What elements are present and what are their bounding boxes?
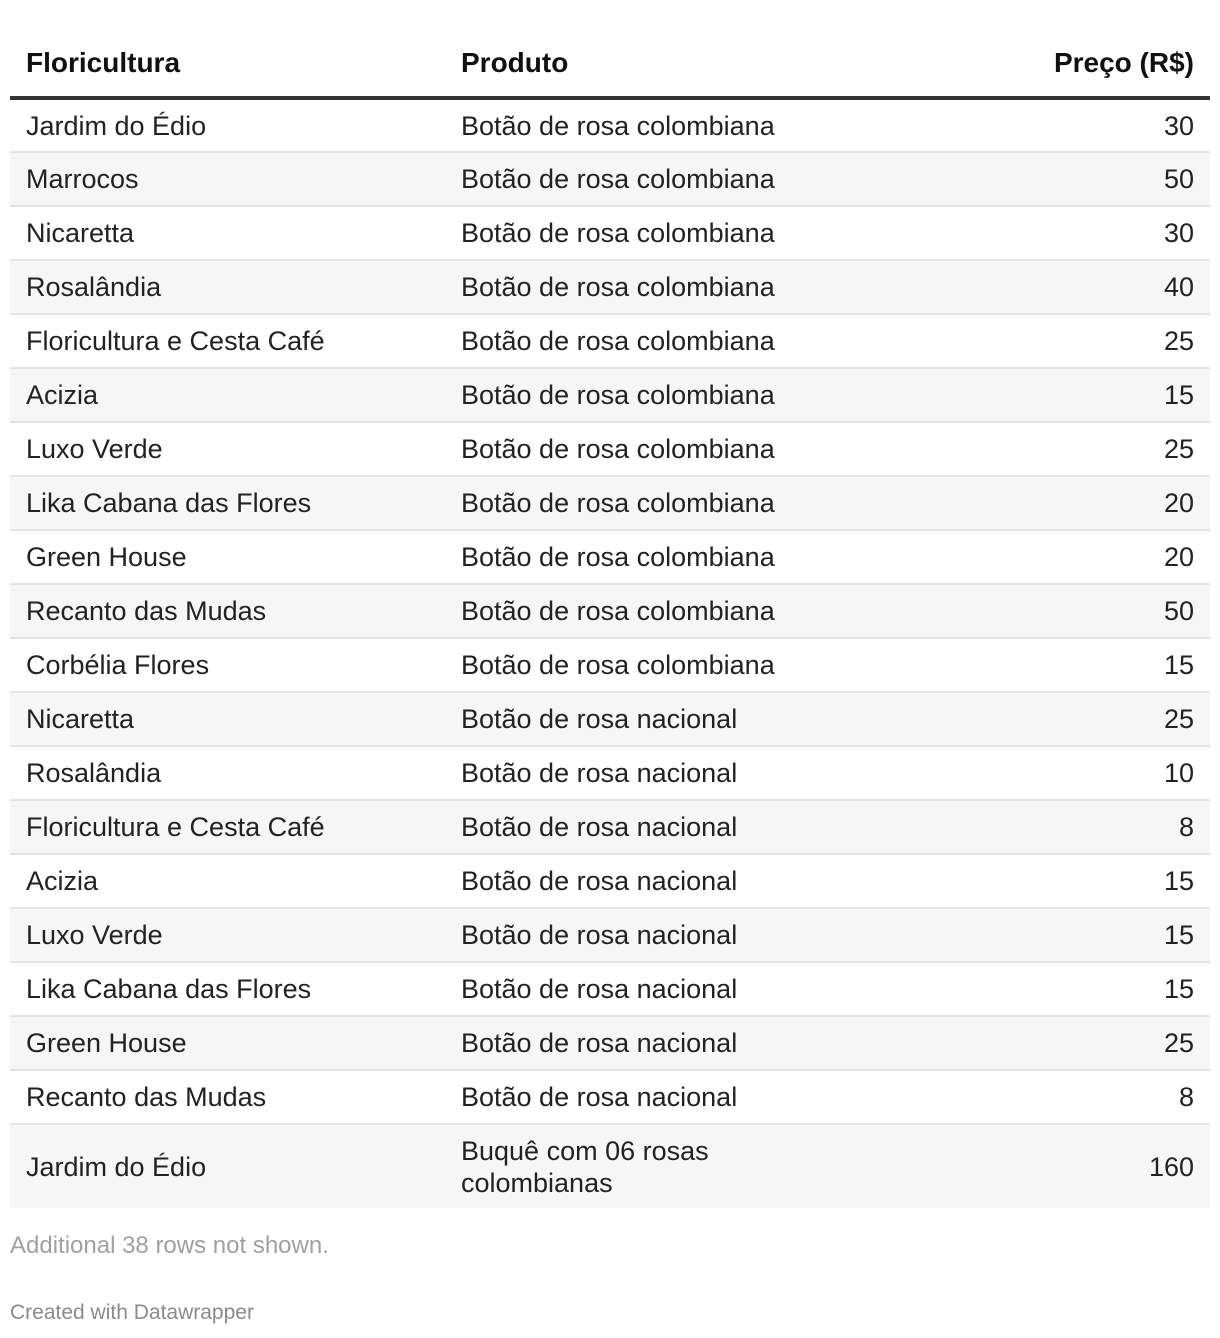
cell-floricultura: Luxo Verde (10, 908, 445, 962)
table-row (10, 1016, 1210, 1070)
cell-produto: Botão de rosa colombiana (445, 368, 880, 422)
cell-floricultura: Floricultura e Cesta Café (10, 800, 445, 854)
table-row (10, 908, 1210, 962)
table-row (10, 368, 1210, 422)
table-row (10, 98, 1210, 152)
cell-produto: Botão de rosa nacional (445, 692, 880, 746)
cell-floricultura: Nicaretta (10, 206, 445, 260)
cell-floricultura: Luxo Verde (10, 422, 445, 476)
cell-floricultura: Recanto das Mudas (10, 584, 445, 638)
cell-preco: 10 (880, 746, 1210, 800)
cell-produto: Botão de rosa colombiana (445, 260, 880, 314)
table-notes: Additional 38 rows not shown. (10, 1232, 329, 1259)
cell-produto: Botão de rosa colombiana (445, 98, 880, 152)
cell-produto: Botão de rosa colombiana (445, 206, 880, 260)
cell-preco: 20 (880, 476, 1210, 530)
table-row (10, 422, 1210, 476)
cell-produto: Botão de rosa nacional (445, 908, 880, 962)
cell-produto: Botão de rosa nacional (445, 1070, 880, 1124)
table-row (10, 638, 1210, 692)
table-row (10, 476, 1210, 530)
cell-produto: Botão de rosa colombiana (445, 530, 880, 584)
table-body (10, 98, 1210, 1208)
cell-preco: 40 (880, 260, 1210, 314)
cell-preco: 25 (880, 422, 1210, 476)
table-row (10, 800, 1210, 854)
table-row (10, 530, 1210, 584)
table-row (10, 314, 1210, 368)
column-header-floricultura[interactable]: Floricultura (10, 0, 445, 98)
cell-preco: 15 (880, 638, 1210, 692)
cell-floricultura: Green House (10, 530, 445, 584)
cell-produto: Botão de rosa colombiana (445, 584, 880, 638)
table-row (10, 962, 1210, 1016)
table-container (10, 0, 1210, 1208)
cell-produto: Botão de rosa nacional (445, 962, 880, 1016)
cell-floricultura: Rosalândia (10, 260, 445, 314)
table-header-row (10, 0, 1210, 98)
cell-produto: Botão de rosa colombiana (445, 638, 880, 692)
table-row (10, 260, 1210, 314)
price-table (10, 0, 1210, 1208)
cell-preco: 15 (880, 908, 1210, 962)
cell-floricultura: Jardim do Édio (10, 98, 445, 152)
cell-floricultura: Floricultura e Cesta Café (10, 314, 445, 368)
cell-preco: 50 (880, 152, 1210, 206)
cell-produto: Buquê com 06 rosas colombianas (445, 1124, 880, 1208)
cell-preco: 25 (880, 1016, 1210, 1070)
cell-preco: 20 (880, 530, 1210, 584)
cell-preco: 50 (880, 584, 1210, 638)
cell-floricultura: Lika Cabana das Flores (10, 476, 445, 530)
cell-preco: 30 (880, 206, 1210, 260)
datawrapper-credit: Created with Datawrapper (10, 1301, 254, 1324)
cell-floricultura: Nicaretta (10, 692, 445, 746)
cell-preco: 25 (880, 692, 1210, 746)
cell-preco: 15 (880, 962, 1210, 1016)
cell-preco: 30 (880, 98, 1210, 152)
table-row (10, 692, 1210, 746)
cell-produto: Botão de rosa nacional (445, 746, 880, 800)
cell-floricultura: Lika Cabana das Flores (10, 962, 445, 1016)
table-row (10, 1124, 1210, 1208)
cell-produto: Botão de rosa colombiana (445, 476, 880, 530)
cell-produto: Botão de rosa colombiana (445, 422, 880, 476)
table-row (10, 1070, 1210, 1124)
cell-produto: Botão de rosa nacional (445, 854, 880, 908)
table-row (10, 584, 1210, 638)
table-row (10, 746, 1210, 800)
table-row (10, 152, 1210, 206)
cell-preco: 8 (880, 800, 1210, 854)
cell-preco: 160 (880, 1124, 1210, 1208)
cell-floricultura: Marrocos (10, 152, 445, 206)
cell-floricultura: Recanto das Mudas (10, 1070, 445, 1124)
table-row (10, 206, 1210, 260)
cell-floricultura: Corbélia Flores (10, 638, 445, 692)
cell-produto: Botão de rosa colombiana (445, 152, 880, 206)
cell-floricultura: Acizia (10, 368, 445, 422)
cell-preco: 8 (880, 1070, 1210, 1124)
cell-produto: Botão de rosa colombiana (445, 314, 880, 368)
cell-produto: Botão de rosa nacional (445, 1016, 880, 1070)
cell-preco: 15 (880, 368, 1210, 422)
cell-floricultura: Green House (10, 1016, 445, 1070)
cell-floricultura: Rosalândia (10, 746, 445, 800)
column-header-produto[interactable]: Produto (445, 0, 880, 98)
cell-floricultura: Jardim do Édio (10, 1124, 445, 1208)
table-row (10, 854, 1210, 908)
column-header-preco[interactable]: Preço (R$) (880, 0, 1210, 98)
cell-preco: 15 (880, 854, 1210, 908)
cell-preco: 25 (880, 314, 1210, 368)
cell-floricultura: Acizia (10, 854, 445, 908)
cell-produto: Botão de rosa nacional (445, 800, 880, 854)
